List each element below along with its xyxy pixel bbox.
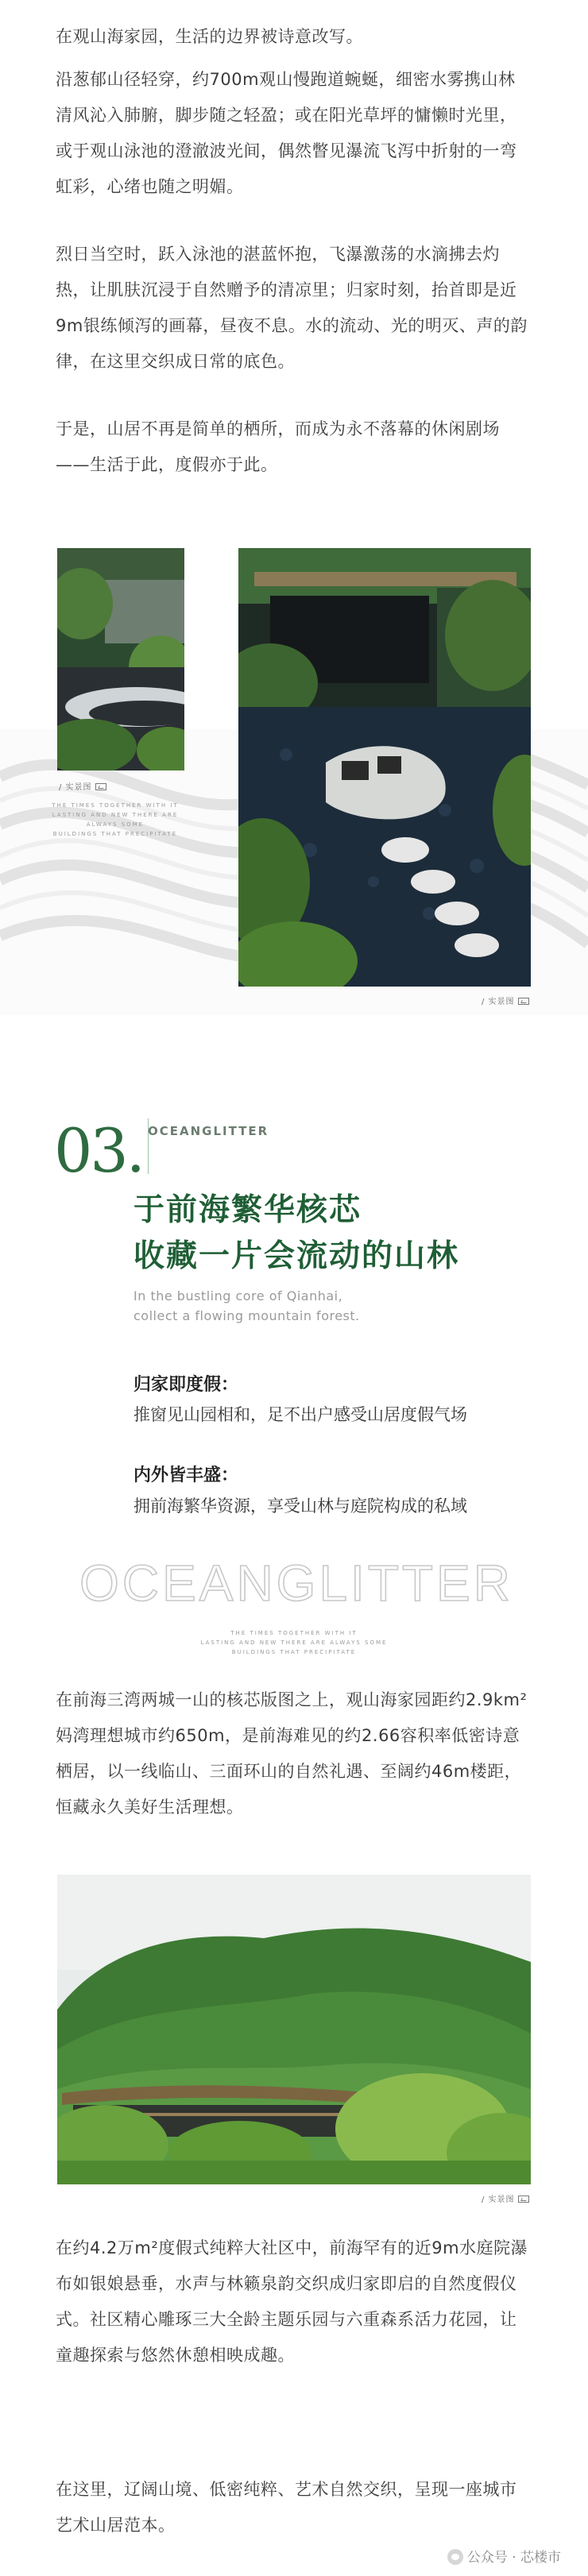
pool-garden-photo-large [238, 548, 531, 987]
intro-paragraph-2: 沿葱郁山径轻穿，约700m观山慢跑道蜿蜒，细密水雾携山林清风沁入肺腑，脚步随之轻盈；或在阳光草坪的慵懒时光里，或于观山泳池的澄澈波光间，偶然瞥见瀑流飞泻中折射的一弯虹彩，心绪也随之明媚。 [56, 70, 517, 196]
english-tagline: THE TIMES TOGETHER WITH IT LASTING AND NEW THERE ARE ALWAYS SOME BUILDINGS THAT PRECIPITATE [200, 1630, 388, 1655]
account-label: 公众号 · 芯楼市 [466, 2550, 561, 2566]
english-subtitle-line-2: collect a flowing mountain forest. [133, 1308, 360, 1323]
point-title-2: 内外皆丰盛： [133, 1466, 239, 1485]
section-headline-line-1: 于前海繁华核芯 [133, 1191, 362, 1228]
account-footer[interactable] [447, 2546, 561, 2566]
section-headline-line-2: 收藏一片会流动的山林 [133, 1238, 460, 1274]
image-icon [518, 998, 529, 1005]
oceanglitter-wordmark-text: OCEANGLITTER [79, 1557, 513, 1612]
mountain-residence-photo [57, 1875, 531, 2184]
body-paragraph-1: 在前海三湾两城一山的核芯版图之上，观山海家园距约2.9km²妈湾理想城市约650m，是前海难见的约2.66容积率低密诗意栖居，以一线临山、三面环山的自然礼遇、至阔约46m楼距，恒藏永久美好生活理想。 [56, 1690, 528, 1817]
photo-caption: / 实景图 [482, 994, 529, 1006]
english-subtitle-line-1: In the bustling core of Qianhai, [133, 1288, 343, 1303]
wechat-icon [447, 2549, 463, 2565]
intro-paragraph-4: 于是，山居不再是简单的栖所，而成为永不落幕的休闲剧场——生活于此，度假亦于此。 [56, 419, 500, 474]
english-tagline: THE TIMES TOGETHER WITH IT LASTING AND NEW THERE ARE ALWAYS SOME BUILDINGS THAT PRECIPITATE [52, 802, 179, 837]
intro-paragraph-1: 在观山海家园，生活的边界被诗意改写。 [56, 27, 363, 46]
section-number: 03. [54, 1115, 143, 1186]
photo-caption: / 实景图 [482, 2192, 529, 2204]
oceanglitter-outline-wordmark [54, 1557, 539, 1612]
image-icon [518, 2196, 529, 2203]
point-title-1: 归家即度假： [133, 1375, 239, 1395]
image-icon [95, 783, 106, 790]
section-tag: OCEANGLITTER [148, 1124, 269, 1138]
body-paragraph-2: 在约4.2万m²度假式纯粹大社区中，前海罕有的近9m水庭院瀑布如银娘悬垂，水声与林籁泉韵交织成归家即启的自然度假仪式。社区精心雕琢三大全龄主题乐园与六重森系活力花园，让童趣探索与悠然休憩相映成趣。 [56, 2238, 528, 2365]
point-text-2: 拥前海繁华资源，享受山林与庭院构成的私域 [133, 1497, 467, 1516]
body-paragraph-3: 在这里，辽阔山境、低密纯粹、艺术自然交织，呈现一座城市艺术山居范本。 [56, 2480, 517, 2535]
courtyard-photo-small [57, 548, 184, 770]
photo-caption: / 实景图 [59, 780, 106, 792]
intro-paragraph-3: 烈日当空时，跃入泳池的湛蓝怀抱，飞瀑激荡的水滴拂去灼热，让肌肤沉浸于自然赠予的清凉里；归家时刻，抬首即是近9m银练倾泻的画幕，昼夜不息。水的流动、光的明灭、声的韵律，在这里交织成日常的底色。 [56, 245, 528, 371]
point-text-1: 推窗见山园相和，足不出户感受山居度假气场 [133, 1405, 467, 1424]
